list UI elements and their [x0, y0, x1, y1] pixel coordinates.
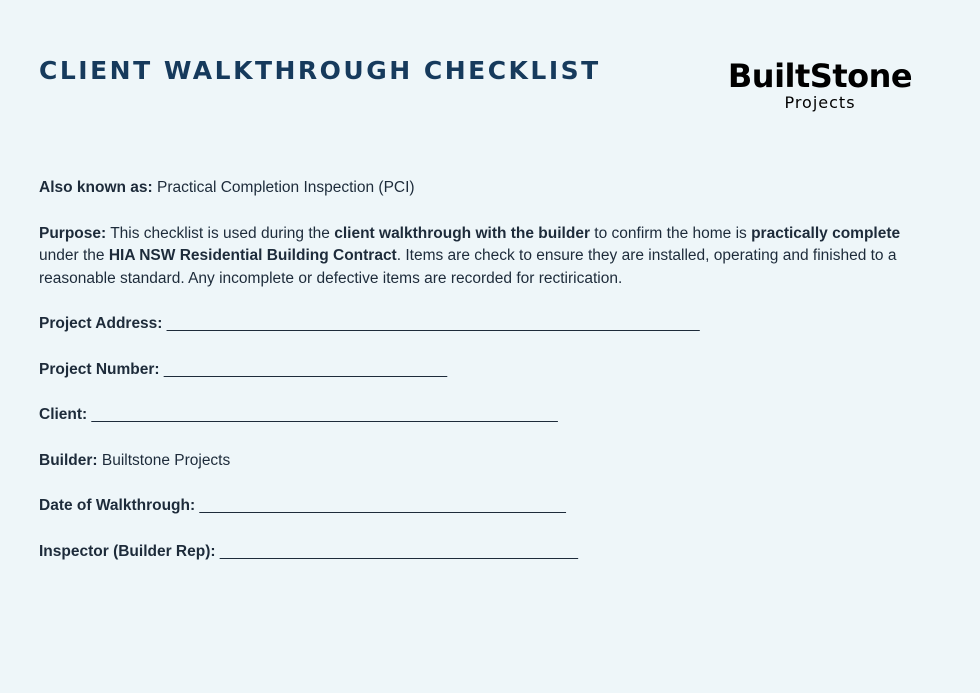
date-of-walkthrough-label: Date of Walkthrough: — [39, 497, 196, 514]
purpose-text-1: This checklist is used during the — [110, 224, 330, 242]
purpose-text-2: to confirm the home is — [594, 224, 747, 242]
purpose-paragraph — [39, 223, 919, 291]
builder-value: Builtstone Projects — [101, 451, 231, 469]
purpose-text-4: . Items are check to ensure they are installed, operating and finished to a reasonable standard. Any incomplete or defective items are recorded for rectirication. — [39, 247, 897, 287]
project-number-field[interactable] — [39, 359, 919, 382]
builder-field — [39, 450, 919, 473]
project-address-label: Project Address: — [39, 315, 163, 332]
logo-subtitle: Projects — [784, 93, 856, 112]
client-field[interactable] — [39, 404, 919, 427]
client-label: Client: — [39, 406, 88, 423]
purpose-bold-2: practically complete — [751, 224, 901, 242]
builtstone-logo — [719, 56, 921, 110]
logo-wordmark: BuiltStone — [727, 57, 913, 95]
client-line[interactable]: ________________________________________________________ — [91, 406, 558, 423]
also-known-as-label: Also known as: — [39, 179, 153, 196]
project-number-label: Project Number: — [39, 360, 160, 378]
checklist-content — [39, 177, 919, 586]
project-address-field[interactable] — [39, 313, 919, 336]
document-title: CLIENT WALKTHROUGH CHECKLIST — [39, 56, 601, 85]
also-known-as — [39, 177, 919, 200]
project-number-line[interactable]: __________________________________ — [163, 360, 447, 378]
project-address-line[interactable]: ________________________________________________________________ — [166, 315, 700, 332]
date-of-walkthrough-field[interactable] — [39, 495, 919, 518]
also-known-as-value: Practical Completion Inspection (PCI) — [157, 179, 415, 196]
purpose-label: Purpose: — [39, 224, 107, 242]
inspector-label: Inspector (Builder Rep): — [39, 542, 216, 560]
purpose-bold-3: HIA NSW Residential Building Contract — [108, 247, 397, 264]
purpose-text-3: under the — [39, 247, 105, 264]
purpose-bold-1: client walkthrough with the builder — [334, 224, 590, 242]
inspector-field[interactable] — [39, 541, 919, 564]
inspector-line[interactable]: ___________________________________________ — [219, 542, 578, 560]
date-of-walkthrough-line[interactable]: ____________________________________________ — [199, 497, 566, 514]
builder-label: Builder: — [39, 451, 98, 469]
